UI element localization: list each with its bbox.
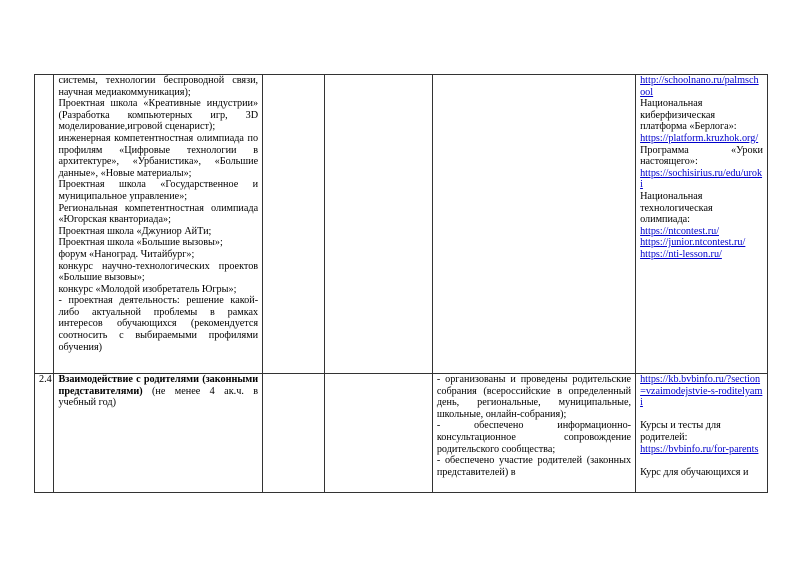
- resource-link[interactable]: https://sochisirius.ru/edu/uroki: [640, 167, 763, 191]
- empty-cell: [263, 75, 325, 374]
- resource-link[interactable]: https://nti-lesson.ru/: [640, 248, 722, 260]
- resources-cell: [636, 374, 768, 493]
- content-item: системы, технологии беспроводной связи, научная медиакоммуникация);: [58, 75, 259, 98]
- empty-cell: [432, 75, 635, 374]
- table-row: [35, 75, 768, 374]
- spacer: [640, 409, 763, 421]
- resource-label: Программа «Уроки настоящего»:: [640, 144, 763, 168]
- resource-link[interactable]: https://platform.kruzhok.org/: [640, 132, 759, 144]
- content-item: Региональная компетентностная олимпиада «Югорская кванториада»;: [58, 202, 259, 226]
- resource-link[interactable]: https://kb.bvbinfo.ru/?section=vzaimodejstvie-s-roditelyami: [640, 374, 763, 409]
- row-number-cell: 2.4: [35, 374, 54, 493]
- result-item: - обеспечено информационно-консультационное сопровождение родительского сообщества;: [436, 420, 632, 455]
- resources-cell: [636, 75, 768, 374]
- resource-link[interactable]: https://bvbinfo.ru/for-parents: [640, 443, 759, 455]
- resource-link[interactable]: http://schoolnano.ru/palmschool: [640, 75, 759, 98]
- section-note: (не менее 4 ак.ч. в учебный год): [58, 385, 259, 409]
- content-item: инженерная компетентностная олимпиада по профилям «Цифровые технологии в архитектуре», «Урбанистика», «Большие данные», «Новые материалы»;: [58, 132, 259, 179]
- resource-link[interactable]: https://junior.ntcontest.ru/: [640, 237, 746, 249]
- result-item: - организованы и проведены родительские собрания (всероссийские в определенный день, региональные, муниципальные, школьные, онлайн-собрания);: [436, 374, 632, 420]
- results-cell: [432, 374, 635, 493]
- result-item: - обеспечено участие родителей (законных представителей) в: [436, 455, 632, 478]
- program-table: [34, 74, 768, 493]
- resource-label: Национальная технологическая олимпиада:: [640, 190, 713, 226]
- empty-cell: [324, 75, 432, 374]
- content-item: Проектная школа «Государственное и муниципальное управление»;: [58, 179, 259, 202]
- resource-label: Курсы и тесты для родителей:: [640, 420, 721, 443]
- empty-cell: [324, 374, 432, 493]
- resource-link[interactable]: https://ntcontest.ru/: [640, 225, 720, 237]
- content-item: Проектная школа «Креативные индустрии» (Разработка компьютерных игр, 3D моделирование,игровой сценарист);: [58, 98, 259, 133]
- row-number-cell: [35, 75, 54, 374]
- table-row: [35, 374, 768, 493]
- empty-cell: [263, 374, 325, 493]
- resource-label: Национальная киберфизическая платформа «Берлога»:: [640, 98, 737, 133]
- content-item: форум «Наноград. Читайбург»;: [58, 248, 195, 260]
- content-cell: [54, 75, 263, 374]
- section-title: Взаимодействие с родителями (законными представителями): [58, 374, 259, 397]
- spacer: [640, 455, 763, 467]
- content-item: конкурс «Молодой изобретатель Югры»;: [58, 283, 237, 295]
- content-item: Проектная школа «Большие вызовы»;: [58, 237, 223, 249]
- content-item: - проектная деятельность: решение какой-либо актуальной проблемы в рамках интересов обучающихся (рекомендуется соотносить с выбираемыми профилями обучения): [58, 295, 259, 353]
- content-cell: [54, 374, 263, 493]
- content-item: конкурс научно-технологических проектов «Большие вызовы»;: [58, 260, 259, 284]
- resource-label: Курс для обучающихся и: [640, 466, 749, 478]
- content-item: Проектная школа «Джуниор АйТи;: [58, 225, 212, 237]
